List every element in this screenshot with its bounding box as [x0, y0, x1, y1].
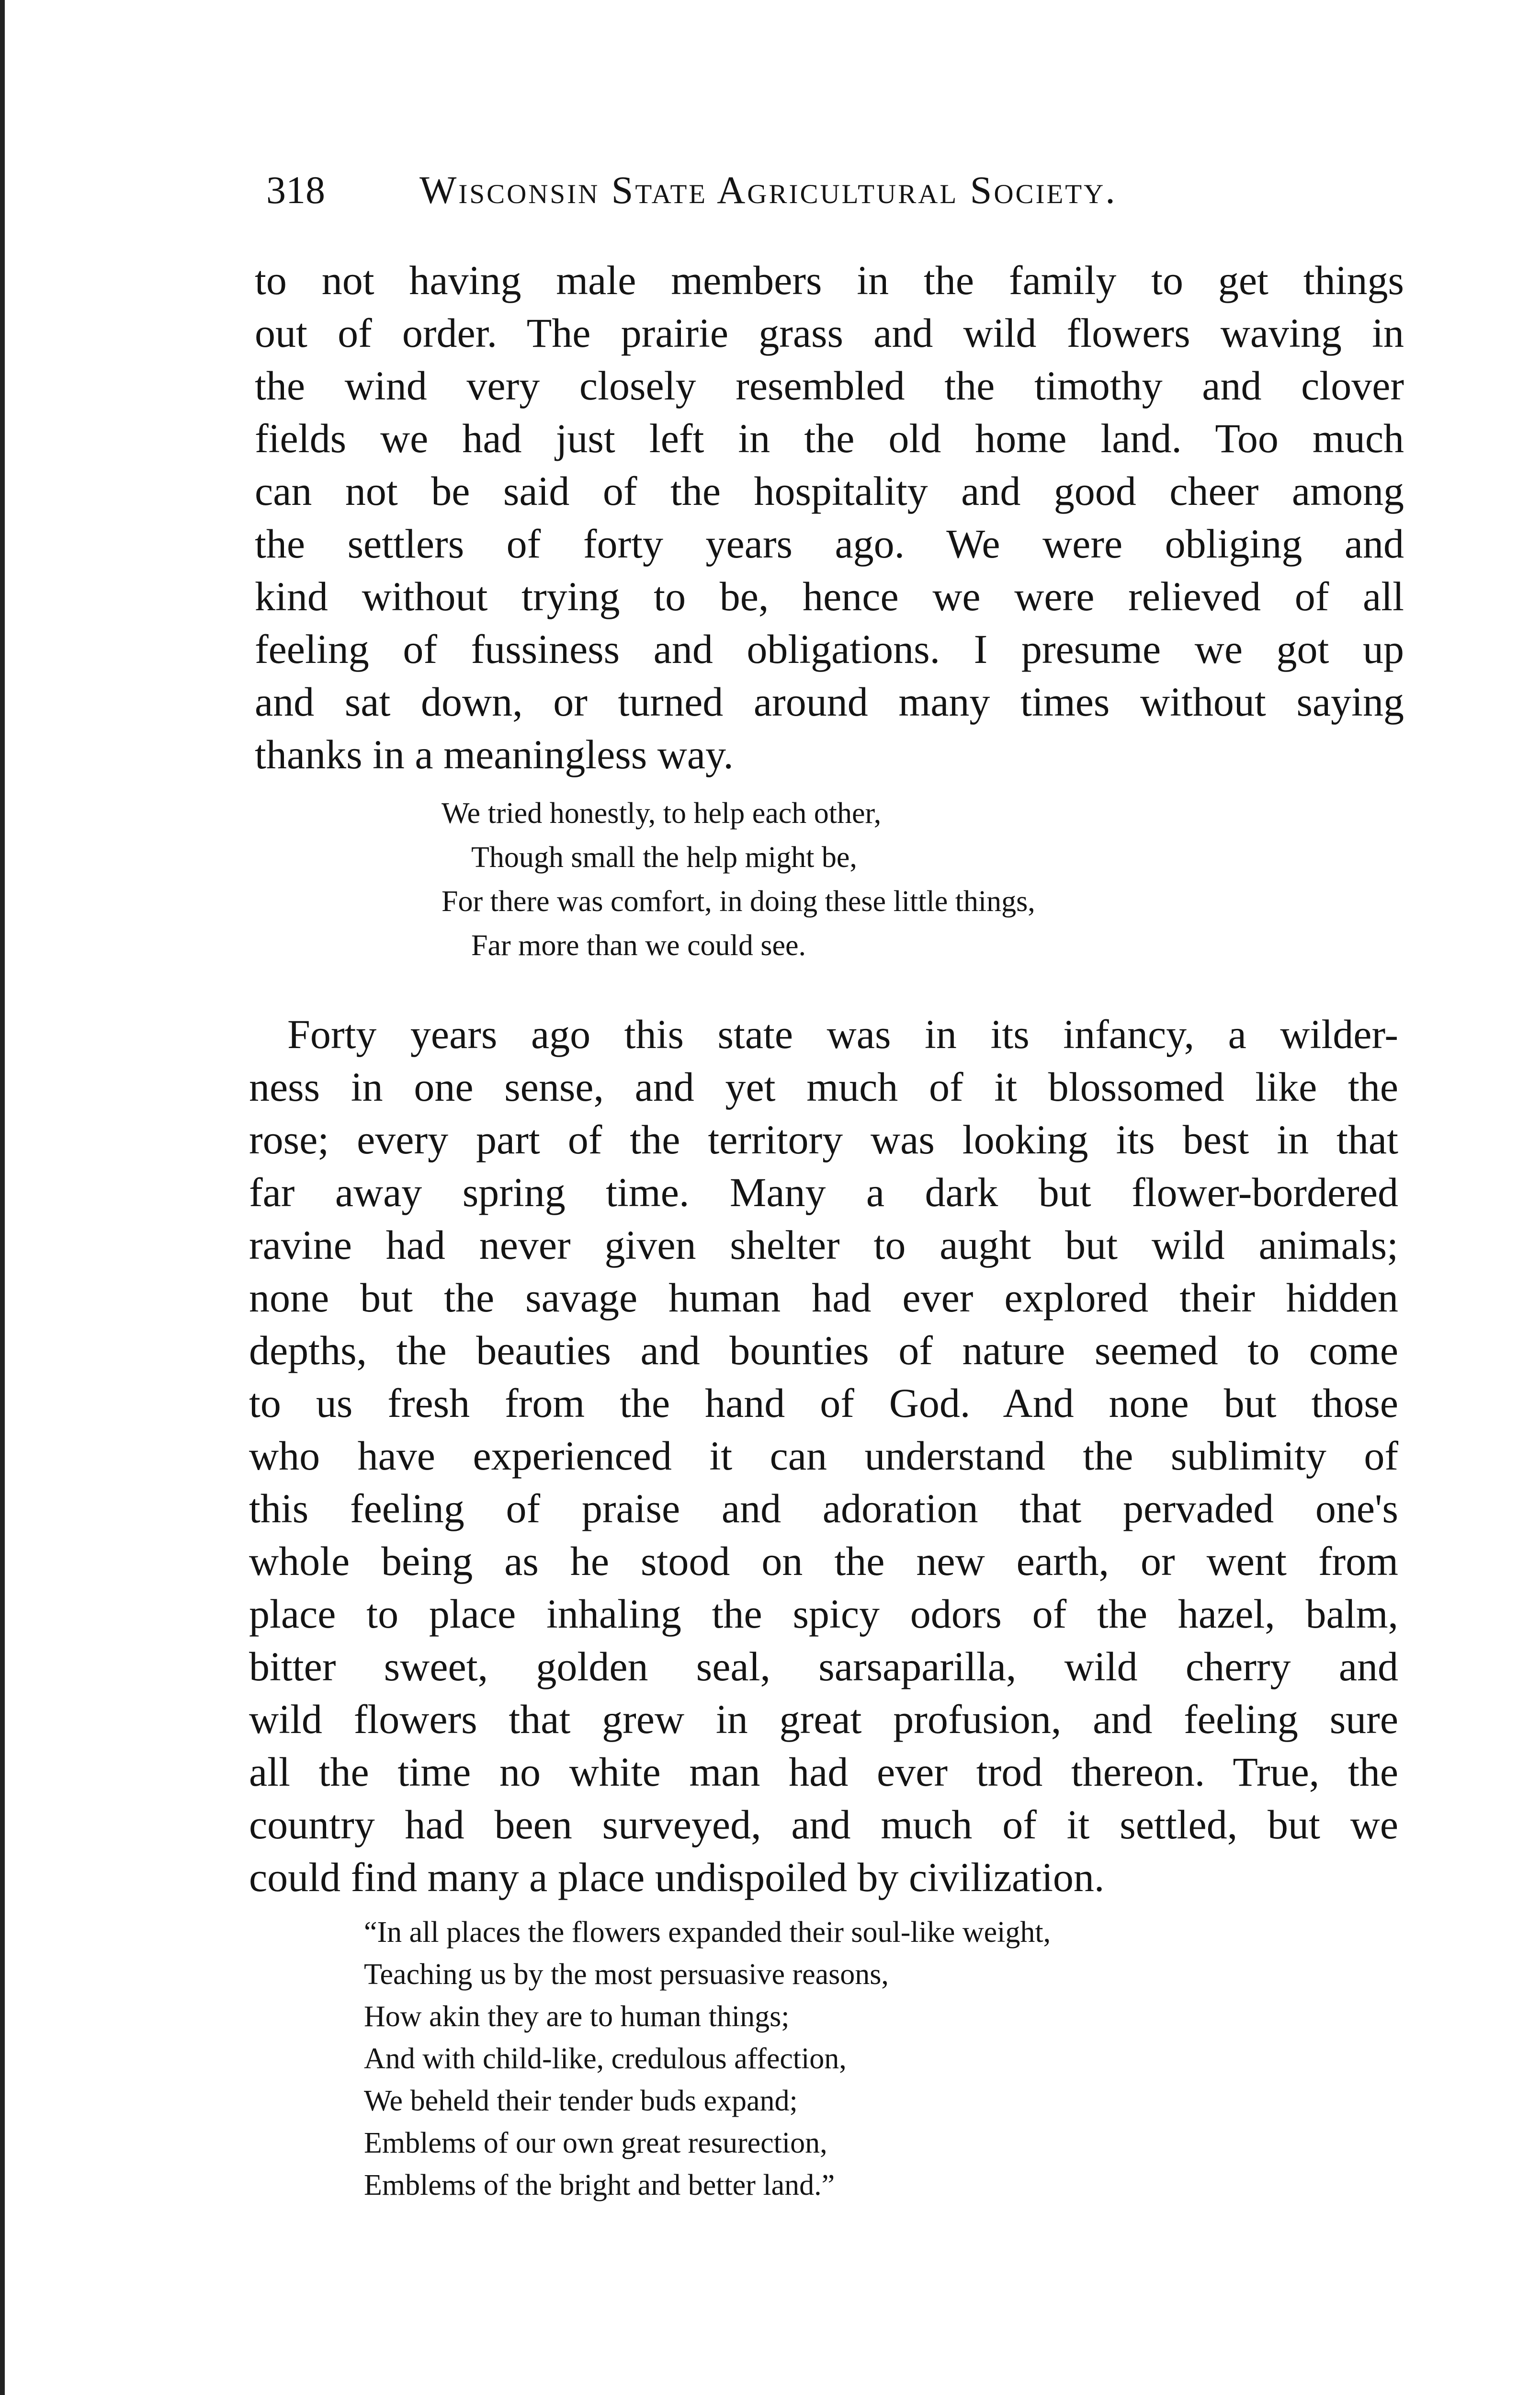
text-line: thanks in a meaningless way.: [255, 731, 734, 777]
text-line: far away spring time. Many a dark but flower-bordered: [249, 1169, 1398, 1215]
verse-line: We tried honestly, to help each other,: [442, 797, 882, 830]
text-line: whole being as he stood on the new earth, or went from: [249, 1538, 1398, 1584]
text-line: ness in one sense, and yet much of it blossomed like the: [249, 1064, 1398, 1110]
verse-line: How akin they are to human things;: [364, 2000, 790, 2033]
text-line: out of order. The prairie grass and wild flowers waving in: [255, 310, 1404, 356]
paragraph-forty-years-ago: [249, 1008, 1398, 1904]
page-header: [266, 164, 1262, 217]
text-line: bitter sweet, golden seal, sarsaparilla, wild cherry and: [249, 1643, 1398, 1689]
text-line: depths, the beauties and bounties of nature seemed to come: [249, 1327, 1398, 1373]
text-line: Forty years ago this state was in its infancy, a wilder-: [287, 1011, 1398, 1057]
text-line: the settlers of forty years ago. We were obliging and: [255, 521, 1404, 567]
text-line: this feeling of praise and adoration that pervaded one's: [249, 1485, 1398, 1531]
text-line: to us fresh from the hand of God. And none but those: [249, 1380, 1398, 1426]
text-line: to not having male members in the family to get things: [255, 257, 1404, 303]
text-line: ravine had never given shelter to aught but wild animals;: [249, 1222, 1398, 1268]
text-line: all the time no white man had ever trod thereon. True, the: [249, 1749, 1398, 1795]
text-line: country had been surveyed, and much of it settled, but we: [249, 1802, 1398, 1848]
verse-line: Emblems of the bright and better land.”: [364, 2169, 835, 2201]
verse-line: We beheld their tender buds expand;: [364, 2085, 798, 2117]
text-line: who have experienced it can understand the sublimity of: [249, 1433, 1398, 1479]
paragraph-continuation: [255, 254, 1404, 781]
text-line: can not be said of the hospitality and good cheer among: [255, 468, 1404, 514]
text-line: wild flowers that grew in great profusion, and feeling sure: [249, 1696, 1398, 1742]
verse-quote-1: [442, 791, 1035, 968]
text-line: fields we had just left in the old home land. Too much: [255, 415, 1404, 461]
scan-left-edge: [0, 0, 5, 2395]
verse-line: For there was comfort, in doing these little things,: [442, 885, 1035, 918]
text-line: feeling of fussiness and obligations. I presume we got up: [255, 626, 1404, 672]
text-line: could find many a place undispoiled by civilization.: [249, 1854, 1105, 1900]
running-title: Wisconsin State Agricultural Society.: [419, 168, 1117, 212]
text-line: and sat down, or turned around many times without saying: [255, 679, 1404, 725]
text-line: none but the savage human had ever explored their hidden: [249, 1275, 1398, 1321]
verse-line: And with child-like, credulous affection,: [364, 2042, 847, 2075]
text-line: place to place inhaling the spicy odors of the hazel, balm,: [249, 1591, 1398, 1637]
verse-line: Emblems of our own great resurection,: [364, 2127, 827, 2159]
text-line: kind without trying to be, hence we were relieved of all: [255, 573, 1404, 619]
verse-line: Far more than we could see.: [471, 929, 806, 962]
verse-line: “In all places the flowers expanded their soul-like weight,: [364, 1916, 1051, 1949]
page-number: 318: [266, 168, 325, 212]
verse-line: Teaching us by the most persuasive reasons,: [364, 1958, 889, 1991]
verse-quote-2: [364, 1911, 1051, 2206]
text-line: rose; every part of the territory was looking its best in that: [249, 1117, 1398, 1163]
verse-line: Though small the help might be,: [471, 841, 857, 874]
text-line: the wind very closely resembled the timothy and clover: [255, 363, 1404, 409]
